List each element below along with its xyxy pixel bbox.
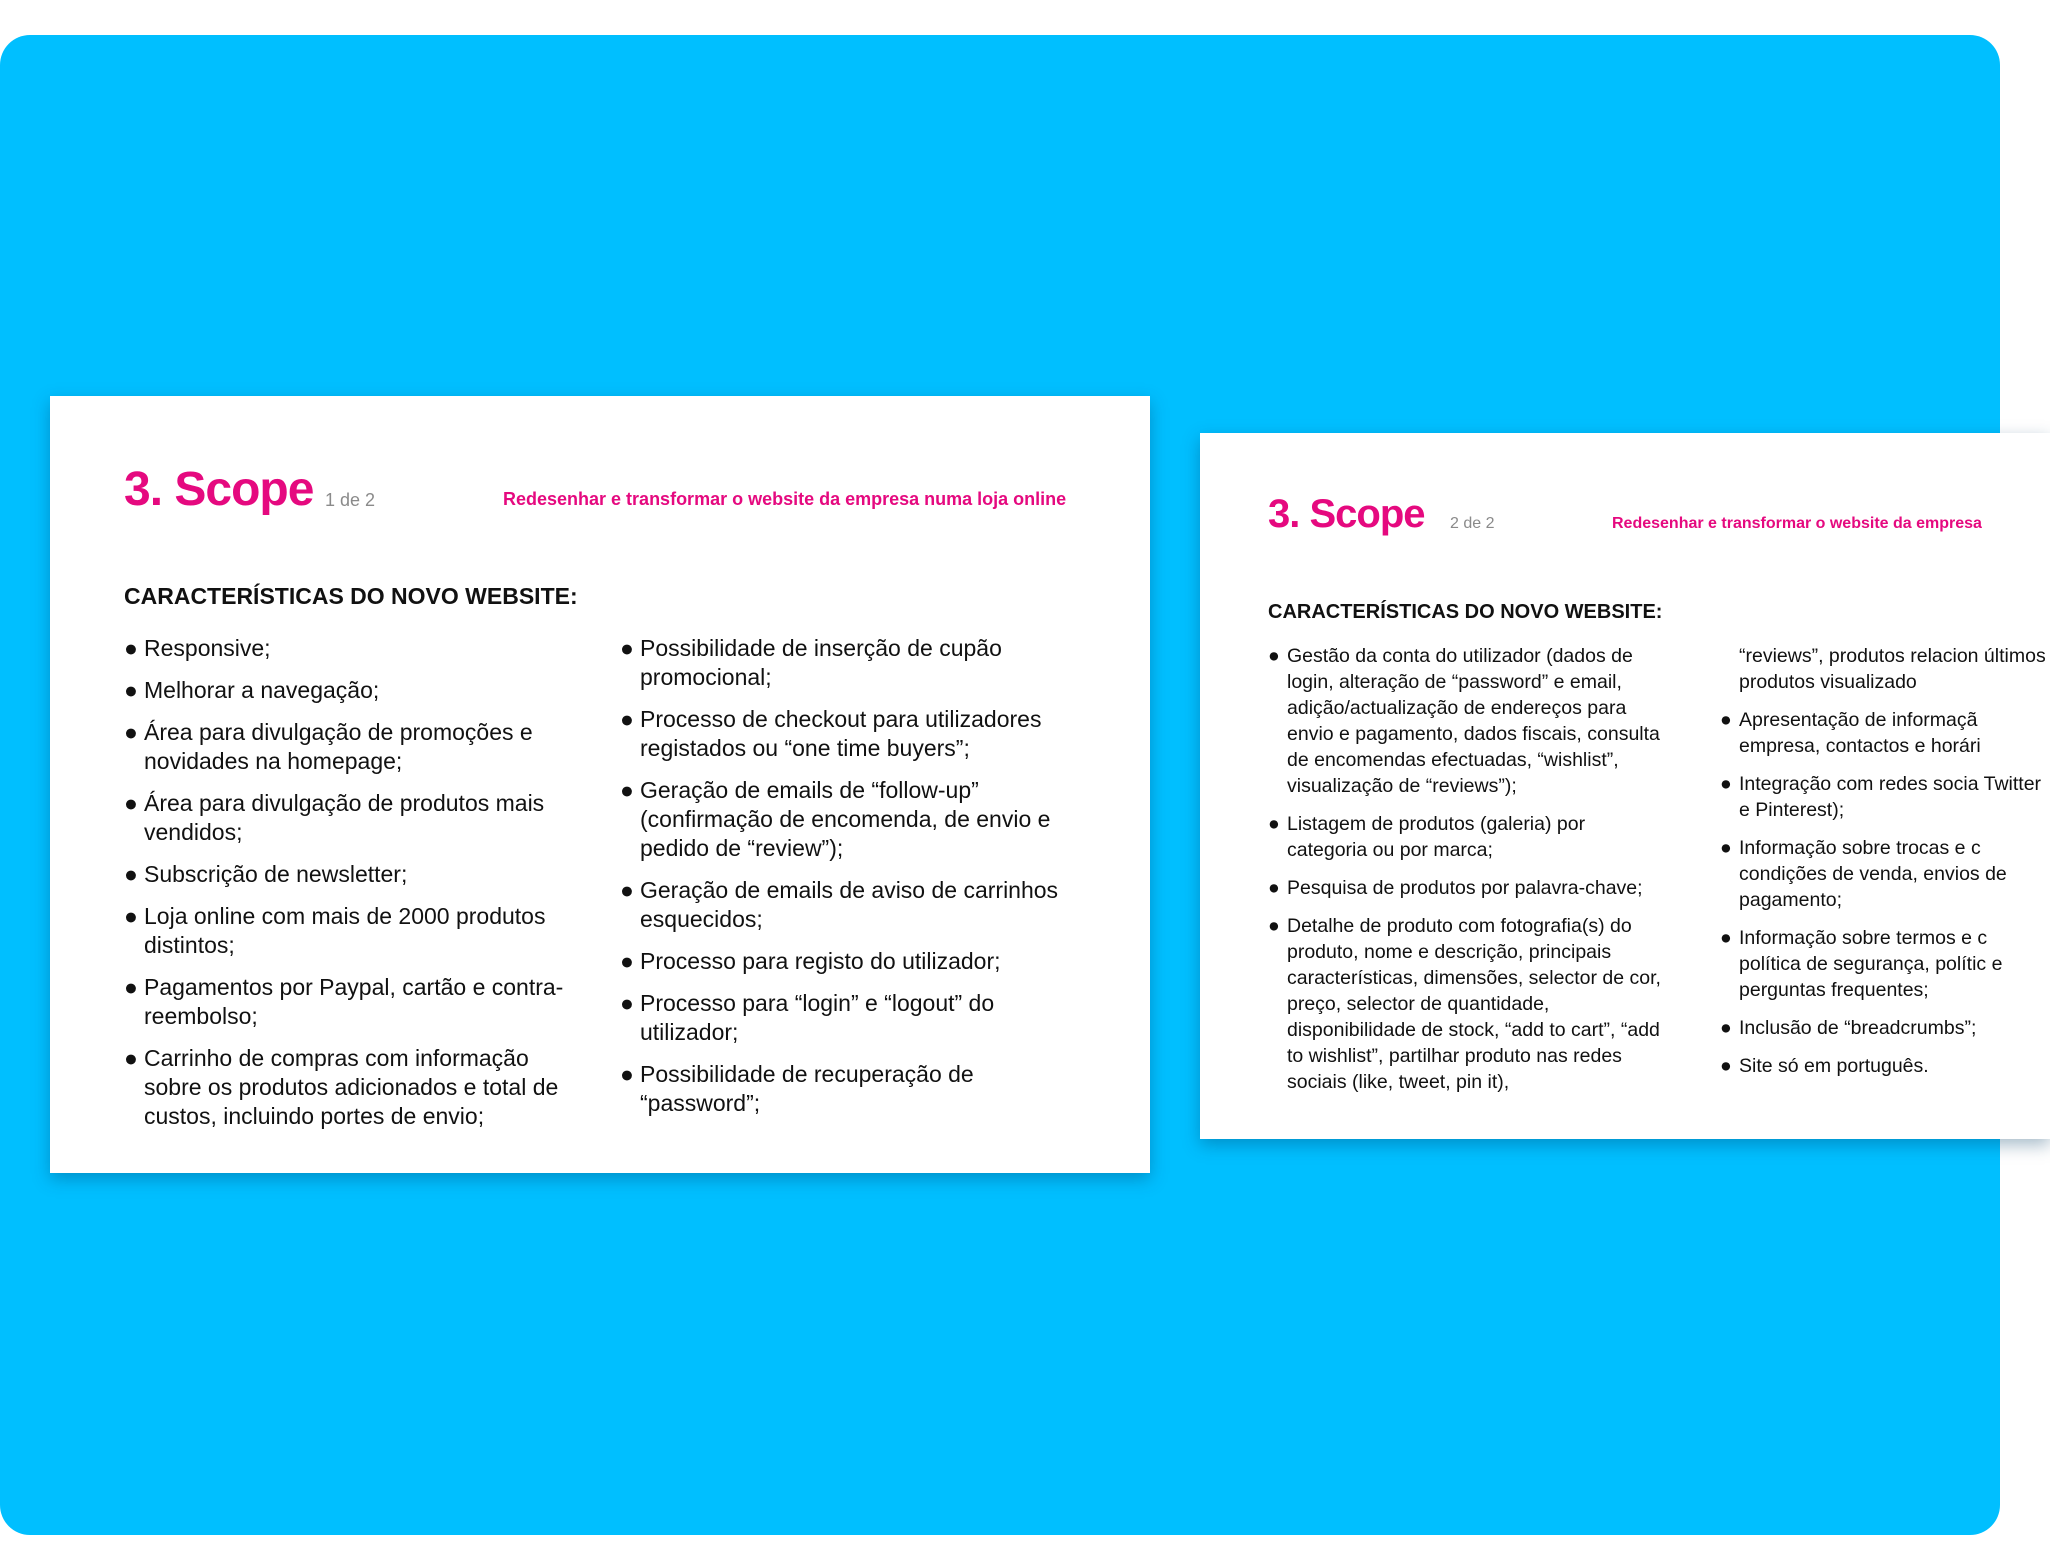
slide-title: 3. Scope — [124, 463, 314, 516]
list-item — [1720, 707, 2050, 759]
bullet-icon: ● — [1720, 773, 1732, 795]
list-item — [620, 776, 1060, 863]
feature-list-left — [1268, 643, 1668, 1107]
bullet-icon: ● — [1720, 1055, 1732, 1077]
bullet-icon: ● — [1720, 709, 1732, 731]
canvas-background — [0, 35, 2046, 1535]
list-item — [124, 1044, 564, 1131]
list-item-text: Processo de checkout para utilizadores registados ou “one time buyers”; — [640, 706, 1042, 761]
list-item-text: Melhorar a navegação; — [144, 677, 380, 703]
list-item — [1720, 925, 2050, 1003]
list-item — [620, 634, 1060, 692]
list-item — [1268, 913, 1668, 1095]
slide-scope-2 — [1200, 433, 2050, 1139]
list-item — [1720, 771, 2050, 823]
list-item — [124, 676, 564, 705]
feature-list-left — [124, 634, 564, 1144]
list-item-continuation — [1720, 643, 2050, 695]
bullet-icon: ● — [124, 677, 138, 703]
bullet-icon: ● — [1268, 813, 1280, 835]
bullet-icon: ● — [124, 974, 138, 1000]
list-item — [124, 789, 564, 847]
list-item-text: Responsive; — [144, 635, 271, 661]
list-item-text: Gestão da conta do utilizador (dados de login, alteração de “password” e email, adição/actualização de endereços para envio e pagamento, dados fiscais, consulta de encomendas efectuadas, “wishlist”, visualização de “reviews”); — [1287, 645, 1660, 797]
bullet-icon: ● — [620, 635, 634, 661]
bullet-icon: ● — [1720, 927, 1732, 949]
list-item — [620, 947, 1060, 976]
slide-scope-1 — [50, 396, 1150, 1173]
feature-list-right — [1720, 643, 2050, 1091]
bullet-icon: ● — [620, 877, 634, 903]
list-item-text: Área para divulgação de produtos mais vendidos; — [144, 790, 545, 845]
list-item — [1720, 1053, 2050, 1079]
list-item — [1720, 835, 2050, 913]
page-indicator: 1 de 2 — [325, 490, 376, 510]
list-item-text: Área para divulgação de promoções e novidades na homepage; — [144, 719, 533, 774]
list-item-text: Informação sobre termos e c política de segurança, polític e perguntas frequentes; — [1739, 927, 2003, 1001]
section-heading: CARACTERÍSTICAS DO NOVO WEBSITE: — [124, 583, 578, 609]
bullet-icon: ● — [620, 706, 634, 732]
bullet-icon: ● — [124, 1045, 138, 1071]
list-item — [124, 860, 564, 889]
list-item-text: Possibilidade de inserção de cupão promocional; — [640, 635, 1002, 690]
list-item-text: Carrinho de compras com informação sobre os produtos adicionados e total de custos, incluindo portes de envio; — [144, 1045, 559, 1129]
list-item — [1720, 1015, 2050, 1041]
list-item — [124, 634, 564, 663]
list-item-text: Detalhe de produto com fotografia(s) do produto, nome e descrição, principais características, dimensões, selector de cor, preço, selector de quantidade, disponibilidade de stock, “add to cart”, “add to wishlist”, partilhar produto nas redes sociais (like, tweet, pin it), — [1287, 915, 1661, 1093]
slide-tagline: Redesenhar e transformar o website da empresa numa loja online — [503, 489, 1067, 509]
list-item-text: Processo para “login” e “logout” do utilizador; — [640, 990, 995, 1045]
list-item — [620, 1060, 1060, 1118]
list-item — [124, 973, 564, 1031]
list-item-text: Informação sobre trocas e c condições de venda, envios de pagamento; — [1739, 837, 2007, 911]
bullet-icon: ● — [124, 903, 138, 929]
bullet-icon: ● — [620, 990, 634, 1016]
feature-list-right — [620, 634, 1060, 1131]
bullet-icon: ● — [124, 790, 138, 816]
list-item-text: “reviews”, produtos relacion últimos produtos visualizado — [1739, 645, 2046, 693]
list-item — [620, 989, 1060, 1047]
slide-title: 3. Scope — [1268, 492, 1425, 536]
list-item-text: Pagamentos por Paypal, cartão e contra-reembolso; — [144, 974, 564, 1029]
bullet-icon: ● — [620, 948, 634, 974]
list-item-text: Geração de emails de aviso de carrinhos esquecidos; — [640, 877, 1059, 932]
bullet-icon: ● — [1720, 1017, 1732, 1039]
list-item-text: Inclusão de “breadcrumbs”; — [1739, 1017, 1977, 1039]
bullet-icon: ● — [1268, 915, 1280, 937]
list-item-text: Processo para registo do utilizador; — [640, 948, 1001, 974]
bullet-icon: ● — [620, 777, 634, 803]
list-item-text: Listagem de produtos (galeria) por categoria ou por marca; — [1287, 813, 1586, 861]
page-indicator: 2 de 2 — [1450, 515, 1495, 532]
section-heading: CARACTERÍSTICAS DO NOVO WEBSITE: — [1268, 601, 1663, 623]
list-item — [1268, 811, 1668, 863]
list-item-text: Possibilidade de recuperação de “password”; — [640, 1061, 974, 1116]
list-item-text: Site só em português. — [1739, 1055, 1929, 1077]
slide-tagline: Redesenhar e transformar o website da empresa — [1612, 515, 1982, 532]
bullet-icon: ● — [1720, 837, 1732, 859]
list-item-text: Apresentação de informaçã empresa, contactos e horári — [1739, 709, 1981, 757]
list-item-text: Pesquisa de produtos por palavra-chave; — [1287, 877, 1643, 899]
list-item-text: Subscrição de newsletter; — [144, 861, 408, 887]
list-item-text: Integração com redes socia Twitter e Pinterest); — [1739, 773, 2042, 821]
bullet-icon: ● — [1268, 877, 1280, 899]
list-item — [124, 718, 564, 776]
list-item-text: Loja online com mais de 2000 produtos distintos; — [144, 903, 546, 958]
list-item — [124, 902, 564, 960]
list-item-text: Geração de emails de “follow-up” (confirmação de encomenda, de envio e pedido de “review”); — [640, 777, 1051, 861]
bullet-icon: ● — [124, 635, 138, 661]
bullet-icon: ● — [124, 719, 138, 745]
list-item — [620, 876, 1060, 934]
list-item — [620, 705, 1060, 763]
list-item — [1268, 875, 1668, 901]
bullet-icon: ● — [124, 861, 138, 887]
bullet-icon: ● — [1268, 645, 1280, 667]
bullet-icon: ● — [620, 1061, 634, 1087]
list-item — [1268, 643, 1668, 799]
